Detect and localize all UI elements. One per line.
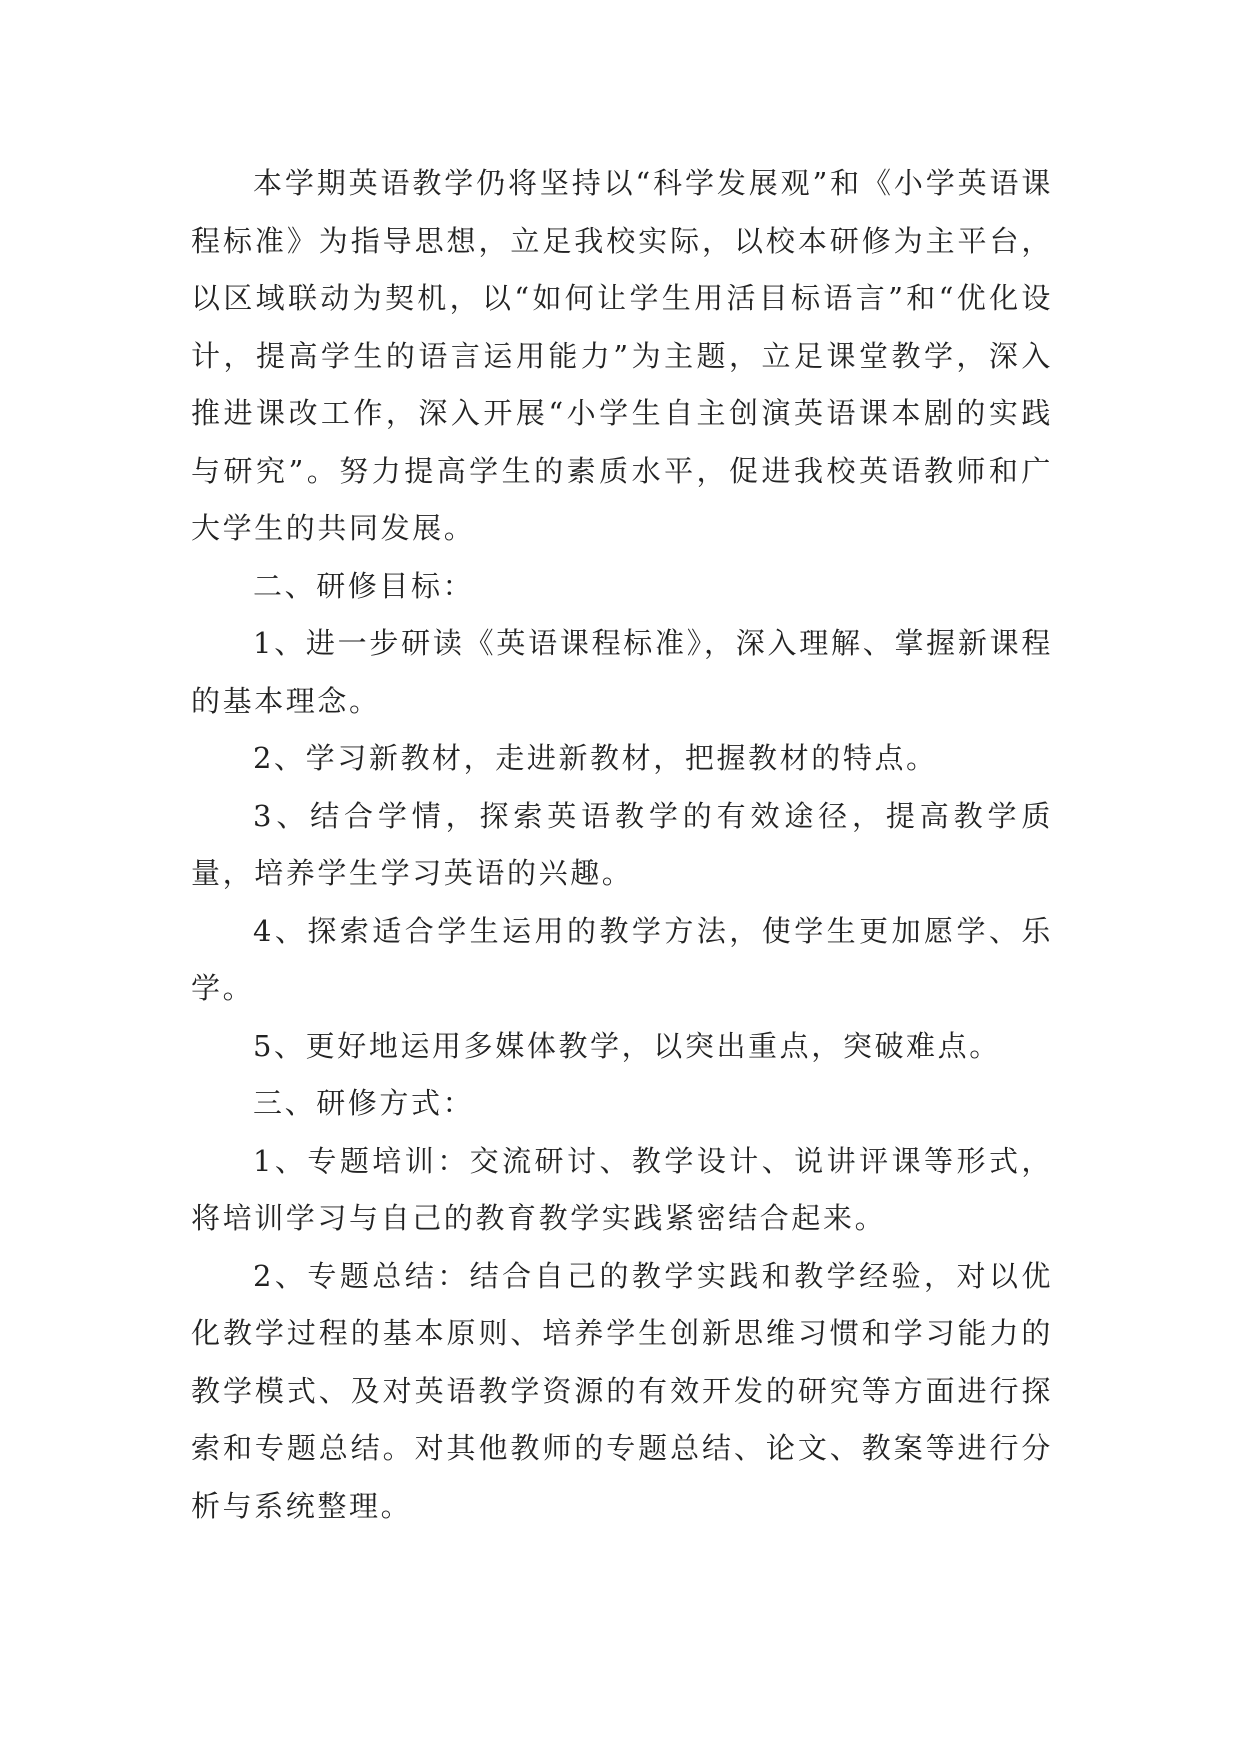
goal-item-2: 2、学习新教材，走进新教材，把握教材的特点。: [253, 741, 938, 775]
goal-item-3: 3、结合学情，探索英语教学的有效途径，提高教学质量，培养学生学习英语的兴趣。: [191, 798, 1053, 890]
heading-research-methods: 三、研修方式：: [253, 1086, 475, 1120]
paragraph-intro: 本学期英语教学仍将坚持以“科学发展观”和《小学英语课程标准》为指导思想，立足我校实际，以校本研修为主平台，以区域联动为契机，以“如何让学生用活目标语言”和“优化设计，提高学生的语言运用能力”为主题，立足课堂教学，深入推进课改工作，深入开展“小学生自主创演英语课本剧的实践与研究”。努力提高学生的素质水平，促进我校英语教师和广大学生的共同发展。: [191, 166, 1053, 545]
goal-item-4: 4、探索适合学生运用的教学方法，使学生更加愿学、乐学。: [191, 913, 1053, 1005]
method-item-1: 1、专题培训：交流研讨、教学设计、说讲评课等形式，将培训学习与自己的教育教学实践紧密结合起来。: [191, 1143, 1053, 1235]
goal-item-5: 5、更好地运用多媒体教学，以突出重点，突破难点。: [253, 1028, 1001, 1063]
document-body: [191, 155, 1053, 1535]
method-item-2: 2、专题总结：结合自己的教学实践和教学经验，对以优化教学过程的基本原则、培养学生创新思维习惯和学习能力的教学模式、及对英语教学资源的有效开发的研究等方面进行探索和专题总结。对其他教师的专题总结、论文、教案等进行分析与系统整理。: [191, 1258, 1053, 1523]
goal-item-1: 1、进一步研读《英语课程标准》，深入理解、掌握新课程的基本理念。: [191, 626, 1053, 718]
heading-research-goals: 二、研修目标：: [253, 568, 475, 603]
